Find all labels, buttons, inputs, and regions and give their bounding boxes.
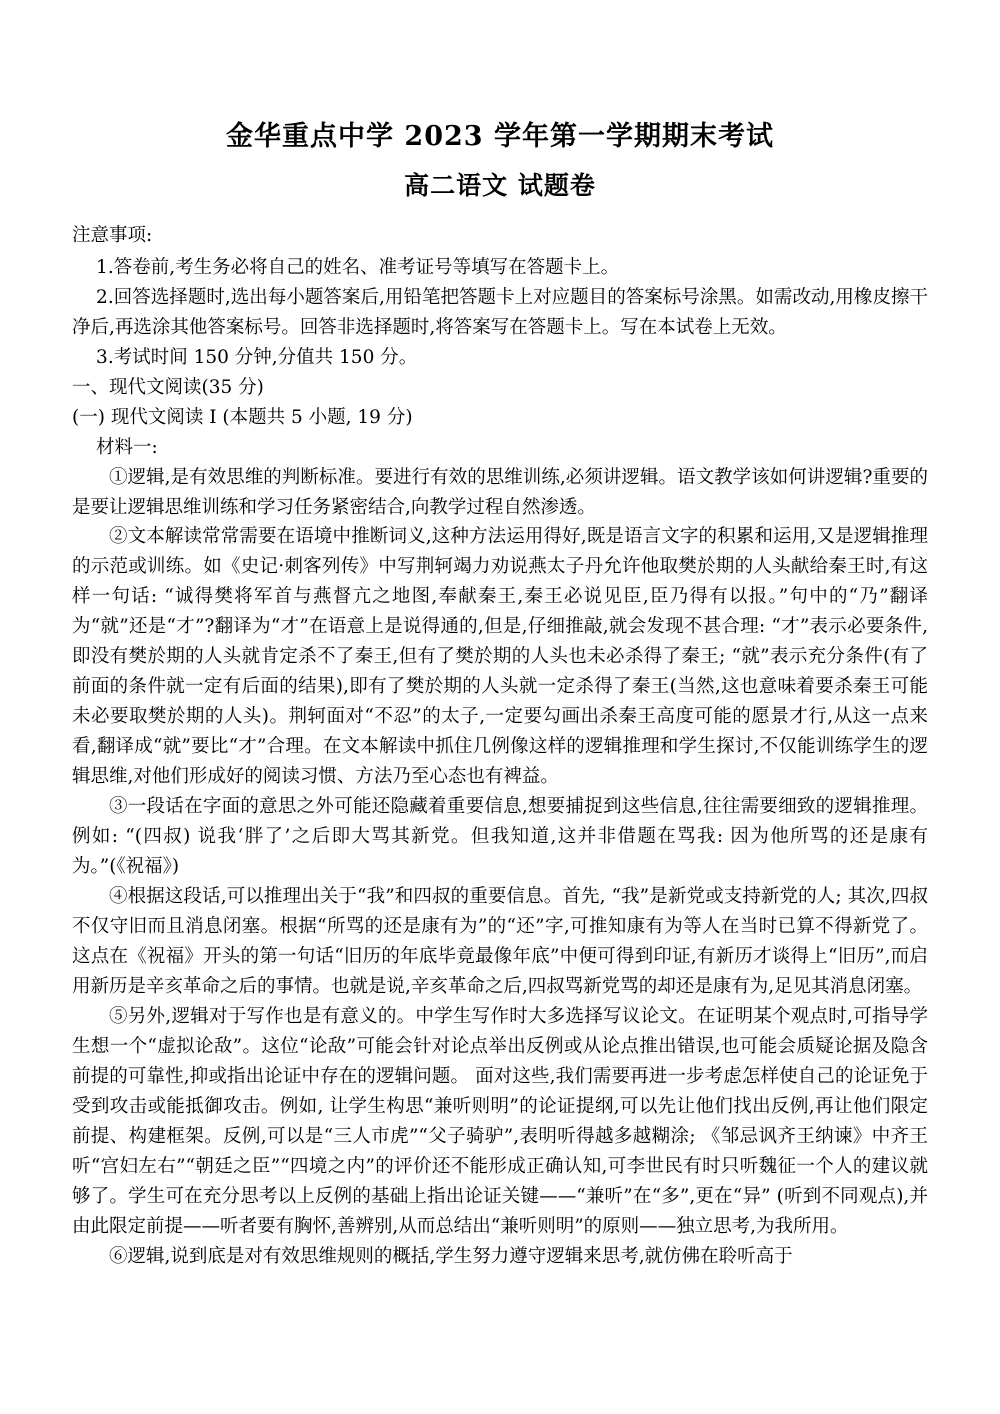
paragraph-6: ⑥逻辑,说到底是对有效思维规则的概括,学生努力遵守逻辑来思考,就仿佛在聆听高于 — [109, 1245, 793, 1267]
notice-item-1: 1.答卷前,考生务必将自己的姓名、准考证号等填写在答题卡上。 — [96, 256, 620, 278]
section-heading-one: 一、现代文阅读(35 分) — [72, 376, 264, 398]
subsection-heading-one: (一) 现代文阅读 I (本题共 5 小题, 19 分) — [72, 406, 413, 428]
notice-heading: 注意事项: — [72, 224, 153, 246]
page-subtitle: 高二语文 试题卷 — [404, 170, 596, 200]
paragraph-2: ②文本解读常常需要在语境中推断词义,这种方法运用得好,既是语言文字的积累和运用,又是逻辑推理的示范或训练。如《史记·刺客列传》中写荆轲竭力劝说燕太子丹允许他取樊於期的人头献给秦王时,有这样一句话: “诚得樊将军首与燕督亢之地图,奉献秦王,秦王必说见臣,臣乃得有以报。”句中的“乃”翻译为“就”还是“才”?翻译为“才”在语意上是说得通的,但是,仔细推敲,就会发现不甚合理: “才”表示必要条件,即没有樊於期的人头就肯定杀不了秦王,但有了樊於期的人头也未必杀得了秦王; “就”表示充分条件(有了前面的条件就一定有后面的结果),即有了樊於期的人头就一定杀得了秦王(当然,这也意味着要杀秦王可能未必要取樊於期的人头)。荆轲面对“不忍”的太子,一定要勾画出杀秦王高度可能的愿景才行,从这一点来看,翻译成“就”要比“才”合理。在文本解读中抓住几例像这样的逻辑推理和学生探讨,不仅能训练学生的逻辑思维,对他们形成好的阅读习惯、方法乃至心态也有裨益。 — [72, 526, 928, 788]
paragraph-1: ①逻辑,是有效思维的判断标准。要进行有效的思维训练,必须讲逻辑。语文教学该如何讲逻辑?重要的是要让逻辑思维训练和学习任务紧密结合,向教学过程自然渗透。 — [72, 466, 928, 518]
material-label: 材料一: — [96, 436, 158, 458]
notice-item-3: 3.考试时间 150 分钟,分值共 150 分。 — [96, 346, 418, 368]
notice-item-2: 2.回答选择题时,选出每小题答案后,用铅笔把答题卡上对应题目的答案标号涂黑。如需改动,用橡皮擦干净后,再选涂其他答案标号。回答非选择题时,将答案写在答题卡上。写在本试卷上无效。 — [72, 286, 928, 338]
page-title: 金华重点中学 2023 学年第一学期期末考试 — [226, 121, 774, 152]
paragraph-5: ⑤另外,逻辑对于写作也是有意义的。中学生写作时大多选择写议论文。在证明某个观点时,可指导学生想一个“虚拟论敌”。这位“论敌”可能会针对论点举出反例或从论点推出错误,也可能会质疑论据及隐含前提的可靠性,抑或指出论证中存在的逻辑问题。 面对这些,我们需要再进一步考虑怎样使自己的论证免于受到攻击或能抵御攻击。例如, 让学生构思“兼听则明”的论证提纲,可以先让他们找出反例,再让他们限定前提、构建框架。反例,可以是“三人市虎”“父子骑驴”,表明听得越多越糊涂; 《邹忌讽齐王纳谏》中齐王听“宫妇左右”“朝廷之臣”“四境之内”的评价还不能形成正确认知,可李世民有时只听魏征一个人的建议就够了。学生可在充分思考以上反例的基础上指出论证关键——“兼听”在“多”,更在“异” (听到不同观点),并由此限定前提——听者要有胸怀,善辨别,从而总结出“兼听则明”的原则——独立思考,为我所用。 — [72, 1005, 928, 1237]
paragraph-4: ④根据这段话,可以推理出关于“我”和四叔的重要信息。首先, “我”是新党或支持新党的人; 其次,四叔不仅守旧而且消息闭塞。根据“所骂的还是康有为”的“还”字,可推知康有为等人在当时已算不得新党了。这点在《祝福》开头的第一句话“旧历的年底毕竟最像年底”中便可得到印证,有新历才谈得上“旧历”,而启用新历是辛亥革命之后的事情。也就是说,辛亥革命之后,四叔骂新党骂的却还是康有为,足见其消息闭塞。 — [72, 886, 928, 998]
paragraph-3: ③一段话在字面的意思之外可能还隐藏着重要信息,想要捕捉到这些信息,往往需要细致的逻辑推理。例如: “(四叔) 说我‘胖了’之后即大骂其新党。但我知道,这并非借题在骂我: 因为他所骂的还是康有为。”(《祝福》) — [72, 796, 928, 878]
